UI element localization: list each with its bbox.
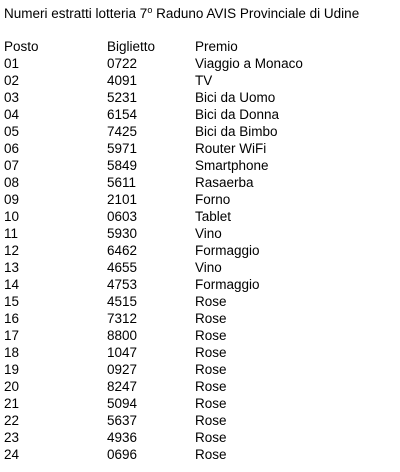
cell-biglietto: 5849 xyxy=(107,158,138,173)
cell-posto: 02 xyxy=(4,73,20,88)
table-row xyxy=(4,208,375,225)
cell-premio: Rose xyxy=(195,345,227,360)
title-text: Numeri estratti lotteria 7 xyxy=(4,6,148,21)
cell-premio: Viaggio a Monaco xyxy=(195,56,303,71)
cell-premio: Rasaerba xyxy=(195,175,254,190)
cell-premio: Formaggio xyxy=(195,243,260,258)
table-row xyxy=(4,395,375,412)
cell-posto: 12 xyxy=(4,243,20,258)
cell-biglietto: 1047 xyxy=(107,345,138,360)
cell-posto: 08 xyxy=(4,175,20,190)
cell-premio: Rose xyxy=(195,311,227,326)
table-row xyxy=(4,310,375,327)
table-row xyxy=(4,344,375,361)
cell-posto: 23 xyxy=(4,430,20,445)
cell-posto: 09 xyxy=(4,192,20,207)
cell-biglietto: 0722 xyxy=(107,56,138,71)
cell-biglietto: 2101 xyxy=(107,192,138,207)
cell-posto: 18 xyxy=(4,345,20,360)
table-row xyxy=(4,191,375,208)
cell-posto: 06 xyxy=(4,141,20,156)
table-body xyxy=(4,55,375,463)
table-row xyxy=(4,361,375,378)
cell-premio: Vino xyxy=(195,226,222,241)
cell-biglietto: 4515 xyxy=(107,294,138,309)
table-row xyxy=(4,242,375,259)
table-row xyxy=(4,276,375,293)
cell-biglietto: 5930 xyxy=(107,226,138,241)
cell-premio: Rose xyxy=(195,447,227,462)
cell-biglietto: 4655 xyxy=(107,260,138,275)
cell-biglietto: 7312 xyxy=(107,311,138,326)
cell-biglietto: 6154 xyxy=(107,107,138,122)
table-row xyxy=(4,157,375,174)
header-biglietto: Biglietto xyxy=(107,39,156,54)
cell-biglietto: 8800 xyxy=(107,328,138,343)
table-row xyxy=(4,327,375,344)
cell-premio: Rose xyxy=(195,379,227,394)
cell-posto: 22 xyxy=(4,413,20,428)
cell-premio: Bici da Bimbo xyxy=(195,124,278,139)
cell-posto: 16 xyxy=(4,311,20,326)
cell-posto: 17 xyxy=(4,328,20,343)
table-row xyxy=(4,106,375,123)
table-row xyxy=(4,446,375,463)
document-title xyxy=(4,5,359,22)
cell-biglietto: 5231 xyxy=(107,90,138,105)
cell-biglietto: 4936 xyxy=(107,430,138,445)
cell-biglietto: 4753 xyxy=(107,277,138,292)
cell-biglietto: 5611 xyxy=(107,175,137,190)
cell-biglietto: 7425 xyxy=(107,124,138,139)
cell-premio: Smartphone xyxy=(195,158,269,173)
cell-posto: 04 xyxy=(4,107,20,122)
table-row xyxy=(4,72,375,89)
cell-premio: Router WiFi xyxy=(195,141,267,156)
cell-posto: 20 xyxy=(4,379,20,394)
table-row xyxy=(4,429,375,446)
cell-premio: Rose xyxy=(195,294,227,309)
cell-premio: Tablet xyxy=(195,209,232,224)
cell-premio: Rose xyxy=(195,396,227,411)
table-row xyxy=(4,123,375,140)
table-row xyxy=(4,378,375,395)
cell-biglietto: 5094 xyxy=(107,396,138,411)
table-row xyxy=(4,225,375,242)
cell-premio: Bici da Uomo xyxy=(195,90,276,105)
table-row xyxy=(4,89,375,106)
table-row xyxy=(4,55,375,72)
cell-posto: 07 xyxy=(4,158,20,173)
cell-posto: 13 xyxy=(4,260,20,275)
header-posto: Posto xyxy=(4,39,39,54)
cell-posto: 21 xyxy=(4,396,20,411)
cell-biglietto: 6462 xyxy=(107,243,138,258)
cell-biglietto: 0603 xyxy=(107,209,138,224)
cell-premio: TV xyxy=(195,73,213,88)
title-degree-mark: o xyxy=(147,5,153,15)
cell-posto: 03 xyxy=(4,90,20,105)
cell-premio: Rose xyxy=(195,430,227,445)
table-row xyxy=(4,412,375,429)
table-row xyxy=(4,259,375,276)
cell-biglietto: 0696 xyxy=(107,447,138,462)
cell-posto: 10 xyxy=(4,209,20,224)
cell-posto: 14 xyxy=(4,277,20,292)
cell-biglietto: 5971 xyxy=(107,141,138,156)
table-header-row xyxy=(4,38,375,55)
cell-premio: Rose xyxy=(195,362,227,377)
cell-posto: 05 xyxy=(4,124,20,139)
cell-biglietto: 4091 xyxy=(107,73,138,88)
cell-premio: Rose xyxy=(195,328,227,343)
cell-biglietto: 8247 xyxy=(107,379,138,394)
cell-biglietto: 5637 xyxy=(107,413,138,428)
cell-premio: Bici da Donna xyxy=(195,107,280,122)
table-row xyxy=(4,174,375,191)
lottery-results-table xyxy=(4,38,375,463)
cell-posto: 24 xyxy=(4,447,20,462)
cell-posto: 01 xyxy=(4,56,20,71)
header-premio: Premio xyxy=(195,39,238,54)
cell-premio: Vino xyxy=(195,260,222,275)
cell-posto: 11 xyxy=(4,226,19,241)
cell-premio: Formaggio xyxy=(195,277,260,292)
cell-premio: Forno xyxy=(195,192,231,207)
cell-biglietto: 0927 xyxy=(107,362,138,377)
table-row xyxy=(4,293,375,310)
cell-premio: Rose xyxy=(195,413,227,428)
cell-posto: 15 xyxy=(4,294,20,309)
title-rest-text: Raduno AVIS Provinciale di Udine xyxy=(152,6,360,21)
table-row xyxy=(4,140,375,157)
cell-posto: 19 xyxy=(4,362,20,377)
